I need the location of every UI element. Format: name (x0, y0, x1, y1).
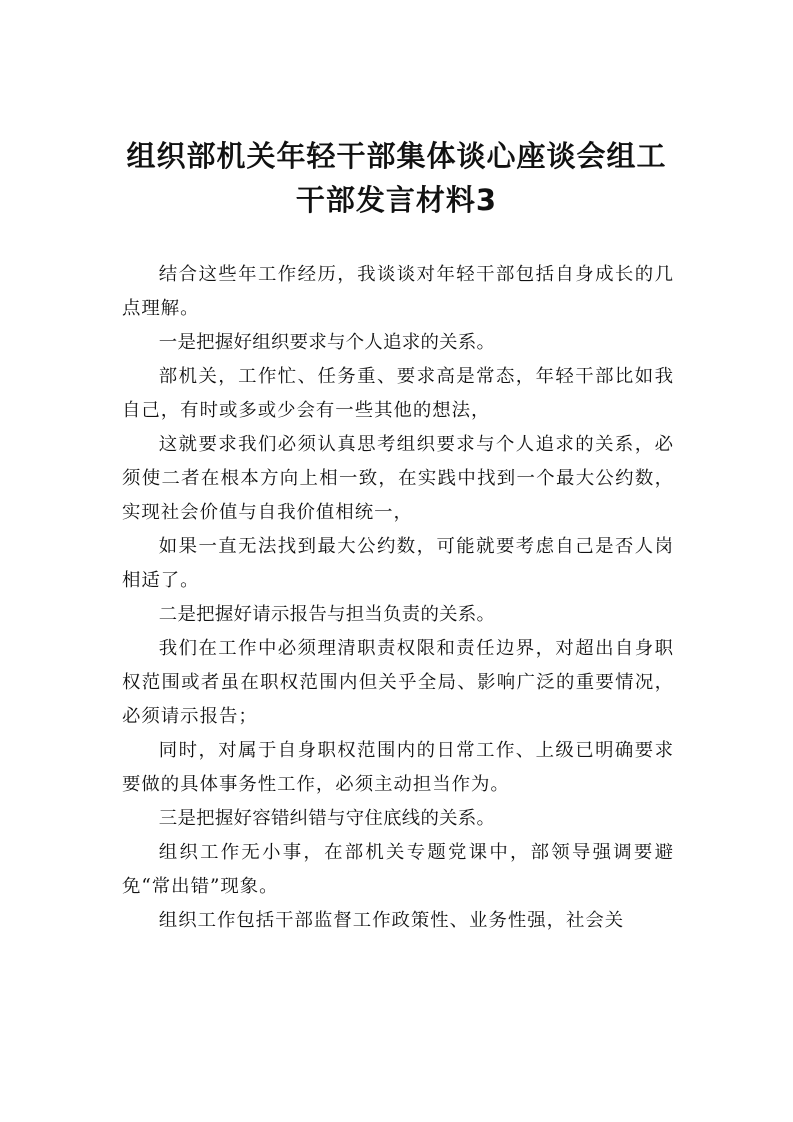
paragraph: 部机关，工作忙、任务重、要求高是常态，年轻干部比如我自己，有时或多或少会有一些其他的想法， (122, 366, 674, 421)
paragraph: 同时，对属于自身职权范围内的日常工作、上级已明确要求要做的具体事务性工作，必须主动担当作为。 (122, 740, 674, 795)
title-line-1: 组织部机关年轻干部集体谈心座谈会组工 (126, 139, 667, 173)
title-line-2: 干部发言材料3 (295, 183, 498, 217)
paragraph: 这就要求我们必须认真思考组织要求与个人追求的关系，必须使二者在根本方向上相一致，在实践中找到一个最大公约数，实现社会价值与自我价值相统一， (122, 434, 674, 523)
section-heading-3: 三是把握好容错纠错与守住底线的关系。 (158, 808, 496, 829)
document-title (100, 134, 693, 222)
paragraph: 组织工作包括干部监督工作政策性、业务性强，社会关 (158, 910, 625, 931)
paragraph-intro: 结合这些年工作经历，我谈谈对年轻干部包括自身成长的几点理解。 (122, 264, 674, 319)
section-heading-1: 一是把握好组织要求与个人追求的关系。 (158, 332, 496, 353)
section-heading-2: 二是把握好请示报告与担当负责的关系。 (158, 604, 496, 625)
document-body (122, 258, 674, 938)
paragraph: 组织工作无小事，在部机关专题党课中，部领导强调要避免“常出错”现象。 (122, 842, 674, 897)
paragraph: 如果一直无法找到最大公约数，可能就要考虑自己是否人岗相适了。 (122, 536, 674, 591)
paragraph: 我们在工作中必须理清职责权限和责任边界，对超出自身职权范围或者虽在职权范围内但关乎全局、影响广泛的重要情况，必须请示报告； (122, 638, 674, 727)
